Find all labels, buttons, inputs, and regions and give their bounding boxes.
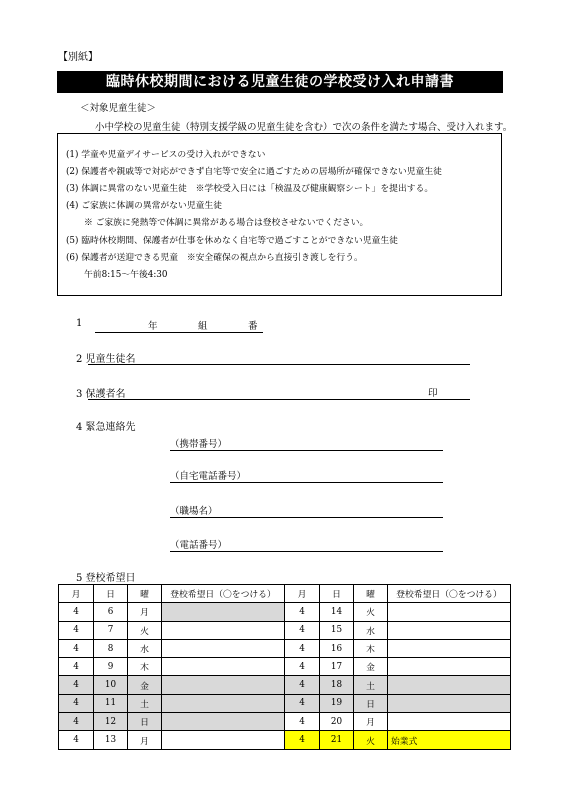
attendance-calendar-table (58, 584, 511, 750)
weekday-cell: 木 (128, 658, 162, 676)
month-cell: 4 (285, 694, 320, 712)
month-cell: 4 (59, 694, 94, 712)
weekday-cell: 月 (128, 731, 162, 749)
month-cell: 4 (59, 621, 94, 639)
day-cell: 8 (94, 639, 128, 657)
attendance-check-cell[interactable] (388, 639, 511, 657)
day-cell: 14 (320, 603, 354, 621)
month-cell: 4 (285, 639, 320, 657)
header-day: 日 (94, 585, 128, 603)
item-5-attendance-label: 5 登校希望日 (76, 573, 136, 584)
month-cell: 4 (285, 621, 320, 639)
condition-1: (1) 学童や児童デイサービスの受け入れができない (66, 150, 266, 160)
month-cell: 4 (59, 603, 94, 621)
header-weekday: 曜 (128, 585, 162, 603)
calendar-header-row (59, 585, 511, 603)
header-attendance: 登校希望日（〇をつける） (388, 585, 511, 603)
weekday-cell: 土 (354, 676, 388, 694)
weekday-cell: 木 (354, 639, 388, 657)
weekday-cell: 土 (128, 694, 162, 712)
item-2-student-name-label: 2 児童生徒名 (76, 354, 136, 365)
weekday-cell: 金 (354, 658, 388, 676)
condition-4: (4) ご家族に体調の異常がない児童生徒 (66, 201, 223, 211)
weekday-cell: 水 (354, 621, 388, 639)
student-name-input-line[interactable] (88, 364, 470, 365)
calendar-row (59, 694, 511, 712)
calendar-row (59, 731, 511, 749)
day-cell: 15 (320, 621, 354, 639)
calendar-row (59, 658, 511, 676)
grade-unit: 年 (148, 321, 158, 332)
weekday-cell: 火 (354, 603, 388, 621)
day-cell: 13 (94, 731, 128, 749)
month-cell: 4 (59, 731, 94, 749)
day-cell: 6 (94, 603, 128, 621)
month-cell: 4 (285, 731, 320, 749)
attendance-check-cell[interactable] (162, 731, 285, 749)
document-title: 臨時休校期間における児童生徒の学校受け入れ申請書 (57, 71, 503, 93)
header-month: 月 (59, 585, 94, 603)
workplace-label: （職場名） (170, 506, 218, 517)
condition-2: (2) 保護者や親戚等で対応ができず自宅等で安全に過ごすための居場所が確保できない児童生徒 (66, 167, 442, 177)
attendance-check-cell[interactable] (162, 694, 285, 712)
header-attendance: 登校希望日（〇をつける） (162, 585, 285, 603)
phone-label: （電話番号） (170, 540, 228, 551)
phone-input-line[interactable] (170, 551, 443, 552)
day-cell: 12 (94, 713, 128, 731)
attendance-check-cell[interactable] (388, 694, 511, 712)
workplace-input-line[interactable] (170, 517, 443, 518)
attendance-check-cell[interactable] (388, 603, 511, 621)
condition-6: (6) 保護者が送迎できる児童 ※安全確保の視点から直接引き渡しを行う。 (66, 253, 363, 263)
attendance-check-cell[interactable] (162, 713, 285, 731)
intro-text: 小中学校の児童生徒（特別支援学級の児童生徒を含む）で次の条件を満たす場合、受け入れます。 (95, 122, 513, 133)
attendance-check-cell[interactable] (388, 621, 511, 639)
day-cell: 19 (320, 694, 354, 712)
attendance-check-cell[interactable] (162, 676, 285, 694)
month-cell: 4 (285, 713, 320, 731)
condition-4-note: ※ ご家族に発熱等で体調に異常がある場合は登校させないでください。 (84, 218, 369, 228)
header-day: 日 (320, 585, 354, 603)
attendance-check-cell[interactable] (162, 621, 285, 639)
day-cell: 16 (320, 639, 354, 657)
header-month: 月 (285, 585, 320, 603)
weekday-cell: 月 (354, 713, 388, 731)
day-cell: 17 (320, 658, 354, 676)
month-cell: 4 (59, 676, 94, 694)
day-cell: 9 (94, 658, 128, 676)
condition-6-hours: 午前8:15～午後4:30 (84, 270, 168, 280)
month-cell: 4 (59, 713, 94, 731)
attachment-label: 【別紙】 (58, 52, 98, 63)
conditions-box (57, 133, 502, 296)
day-cell: 20 (320, 713, 354, 731)
day-cell: 7 (94, 621, 128, 639)
number-unit: 番 (248, 321, 258, 332)
mobile-label: （携帯番号） (170, 439, 228, 450)
weekday-cell: 金 (128, 676, 162, 694)
condition-3: (3) 体調に異常のない児童生徒 ※学校受入日には「検温及び健康観察シート」を提出する。 (66, 184, 434, 194)
home-phone-input-line[interactable] (170, 482, 443, 483)
item-1-number: 1 (76, 318, 83, 329)
weekday-cell: 日 (128, 713, 162, 731)
class-unit: 組 (198, 321, 208, 332)
month-cell: 4 (285, 676, 320, 694)
month-cell: 4 (285, 603, 320, 621)
month-cell: 4 (285, 658, 320, 676)
attendance-check-cell[interactable] (388, 676, 511, 694)
calendar-row (59, 713, 511, 731)
day-cell: 18 (320, 676, 354, 694)
day-cell: 11 (94, 694, 128, 712)
attendance-check-cell[interactable] (388, 658, 511, 676)
attendance-check-cell[interactable] (162, 658, 285, 676)
weekday-cell: 水 (128, 639, 162, 657)
month-cell: 4 (59, 639, 94, 657)
calendar-row (59, 676, 511, 694)
weekday-cell: 月 (128, 603, 162, 621)
header-weekday: 曜 (354, 585, 388, 603)
seal-mark: 印 (428, 388, 438, 399)
day-cell: 21 (320, 731, 354, 749)
target-heading: ＜対象児童生徒＞ (80, 103, 157, 114)
weekday-cell: 火 (128, 621, 162, 639)
attendance-check-cell[interactable] (388, 713, 511, 731)
weekday-cell: 日 (354, 694, 388, 712)
item-3-guardian-name-label: 3 保護者名 (76, 389, 126, 400)
attendance-check-cell[interactable] (162, 603, 285, 621)
opening-ceremony-cell: 始業式 (388, 731, 511, 749)
guardian-name-input-line[interactable] (88, 399, 470, 400)
attendance-check-cell[interactable] (162, 639, 285, 657)
condition-5: (5) 臨時休校期間、保護者が仕事を休めなく自宅等で過ごすことができない児童生徒 (66, 236, 398, 246)
calendar-row (59, 621, 511, 639)
calendar-row (59, 603, 511, 621)
month-cell: 4 (59, 658, 94, 676)
item-4-emergency-contact-label: 4 緊急連絡先 (76, 422, 136, 433)
grade-class-input-line[interactable] (95, 332, 263, 333)
home-phone-label: （自宅電話番号） (170, 471, 247, 482)
mobile-input-line[interactable] (170, 450, 443, 451)
day-cell: 10 (94, 676, 128, 694)
calendar-row (59, 639, 511, 657)
weekday-cell: 火 (354, 731, 388, 749)
